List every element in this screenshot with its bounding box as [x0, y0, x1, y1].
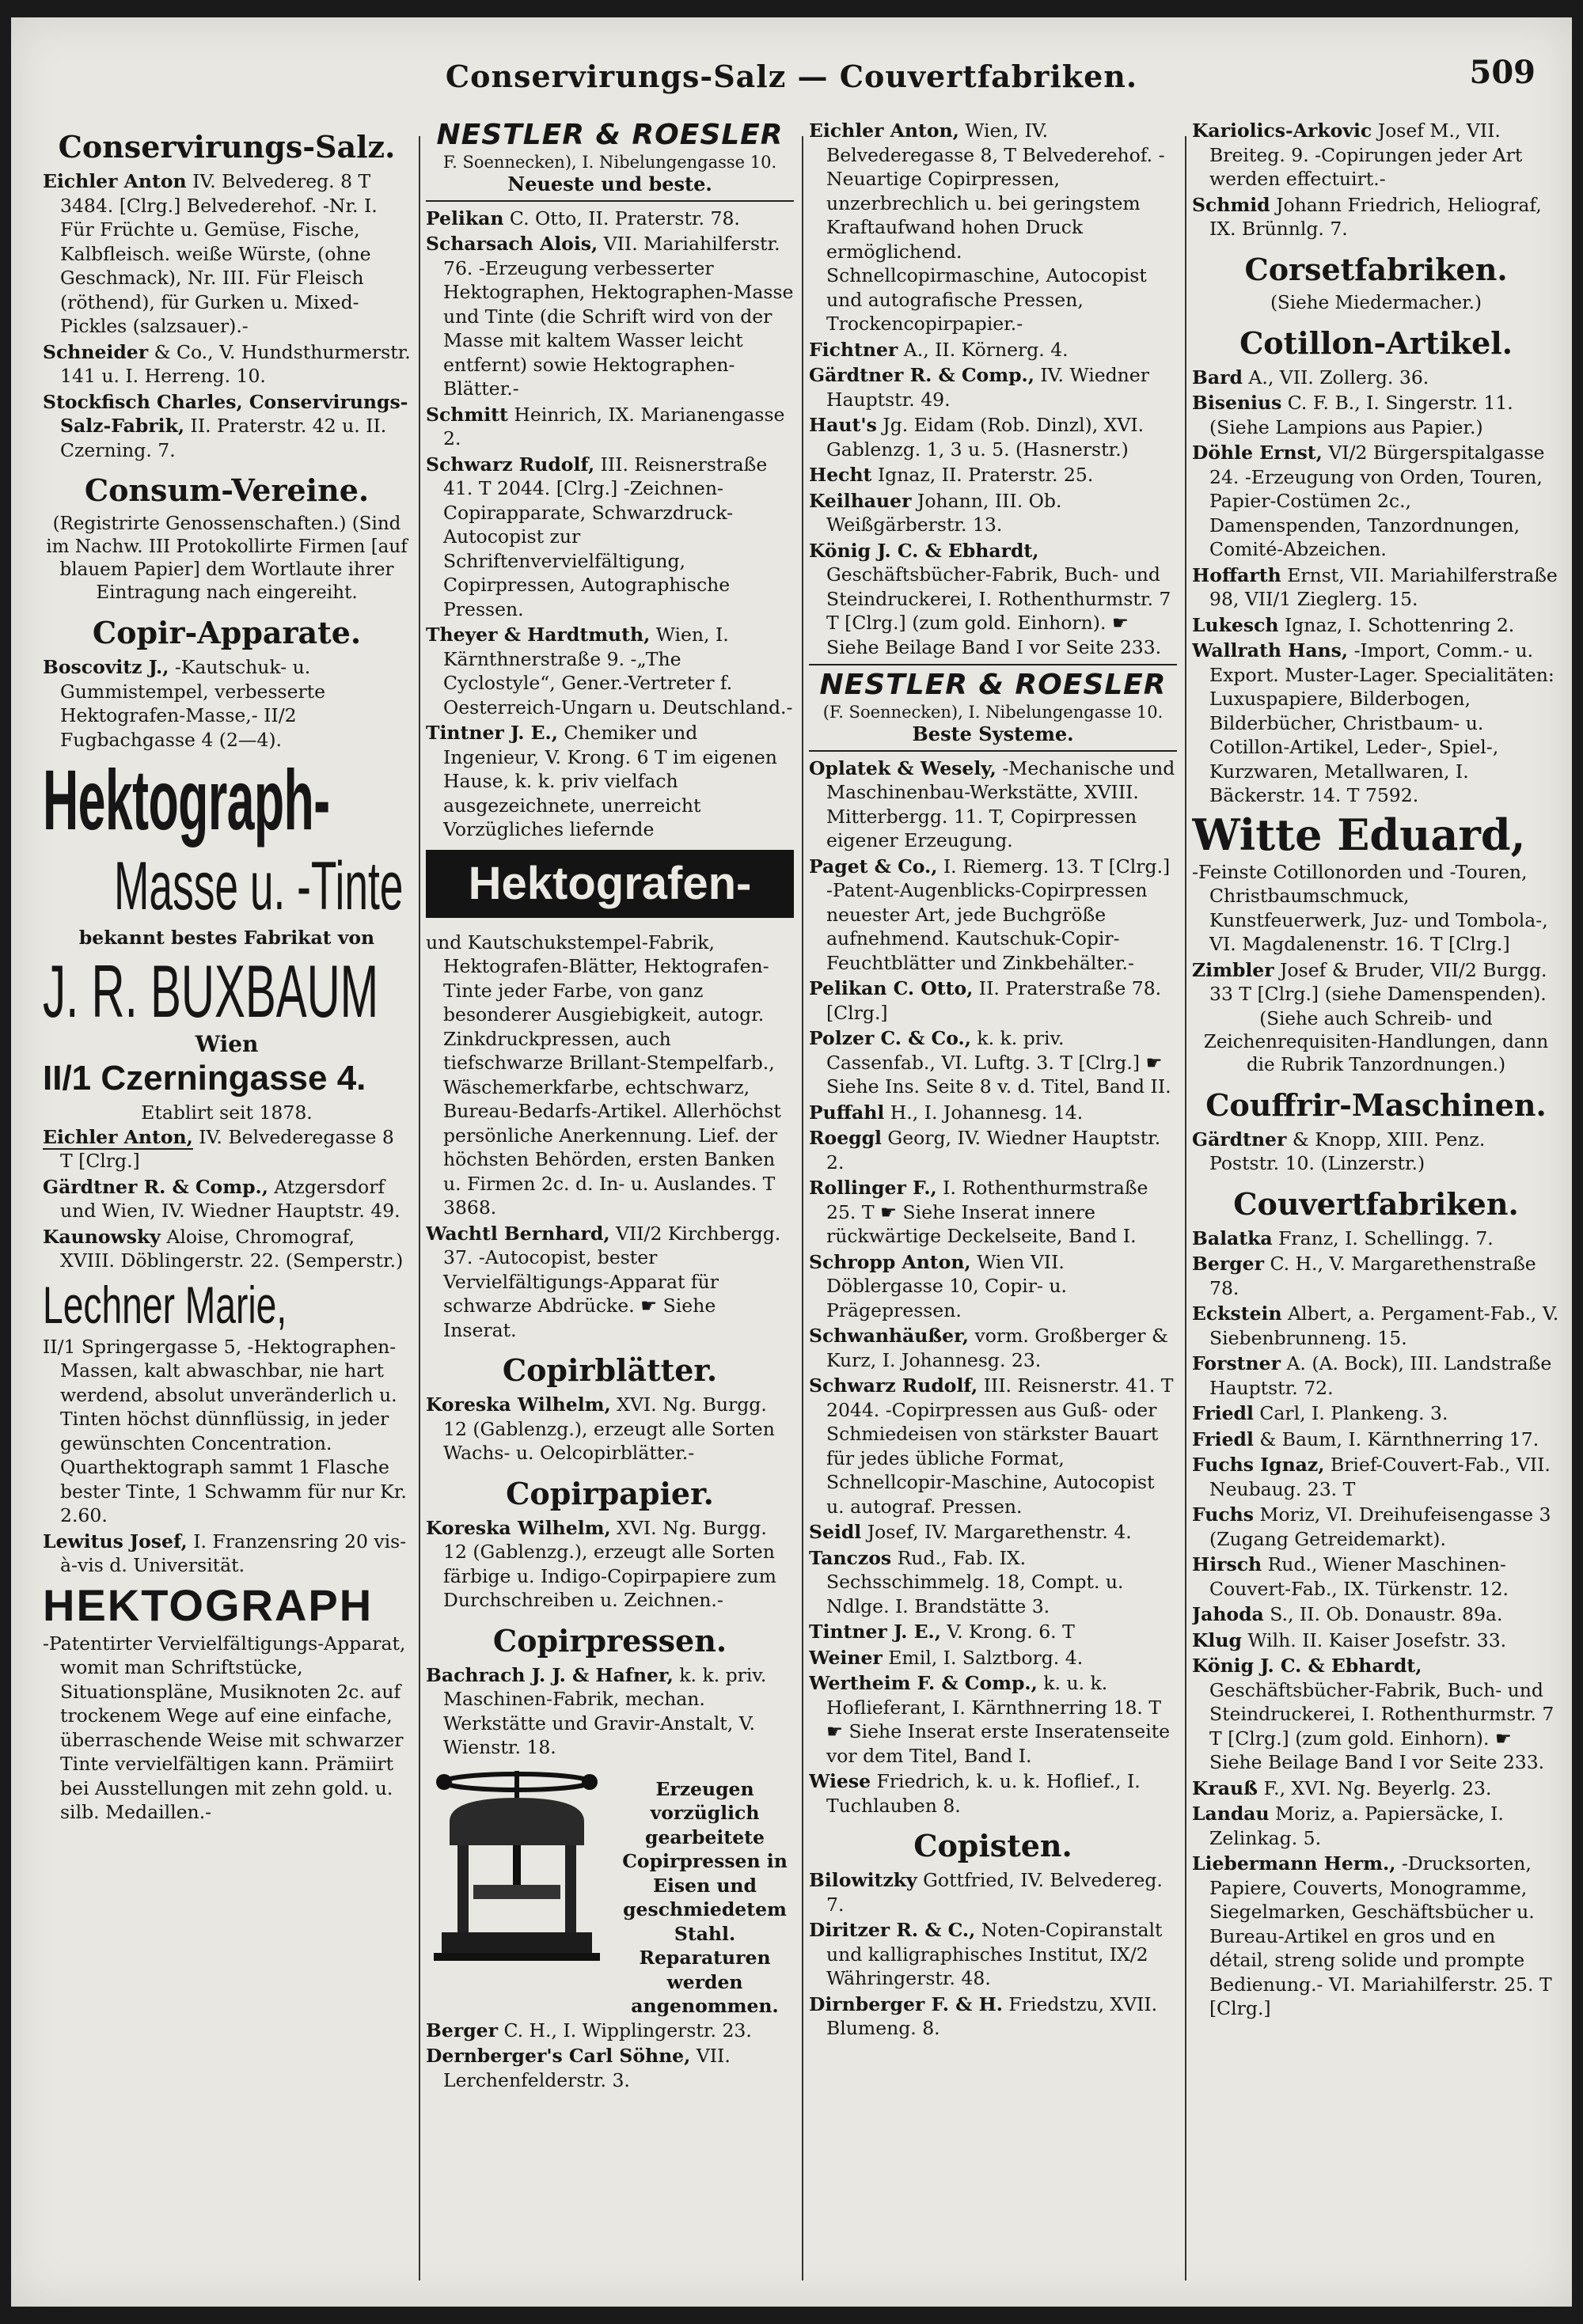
entry-name: Krauß: [1192, 1776, 1258, 1799]
entry-name: Eichler Anton: [43, 170, 187, 192]
entry-text: Wien, IV. Belvederegasse 8, T Belvederehof. -Neuartige Copirpressen, unzerbrechlich u. bei geringstem Kraftaufwand hohen Druck ermöglichend. Schnellcopirmaschine, Autocopist und autografische Pressen, Trockencopirpapier.-: [826, 119, 1165, 335]
entry-name: Lewitus Josef,: [43, 1530, 188, 1552]
entry-name: Kaunowsky: [43, 1225, 161, 1248]
entry: [1192, 1852, 1560, 2021]
entry: [809, 1176, 1177, 1249]
entry-name: Liebermann Herm.,: [1192, 1852, 1396, 1875]
entry: [809, 1374, 1177, 1518]
entry: [43, 169, 411, 339]
entry-text: Heinrich, IX. Marianengasse 2.: [443, 403, 785, 449]
entry-text: vorm. Großberger & Kurz, I. Johannesg. 23.: [826, 1325, 1168, 1371]
column-4: [1192, 119, 1560, 2271]
entry-name: Wallrath Hans,: [1192, 639, 1349, 662]
column-rule: [802, 136, 803, 2280]
entry-text: II. Praterstr. 42 u. II. Czerning. 7.: [60, 415, 387, 461]
ad-witte-headline: Witte Eduard,: [1192, 809, 1526, 860]
entry-text: Aloise, Chromograf, XVIII. Döblingerstr. 22. (Semperstr.): [60, 1225, 404, 1272]
entry: [1192, 1401, 1560, 1426]
entry: [43, 1125, 411, 1173]
entry-text: Friedrich, k. u. k. Hoflief., I. Tuchlauben 8.: [826, 1770, 1141, 1817]
entry: [809, 976, 1177, 1025]
entry-name: Oplatek & Wesely,: [809, 756, 996, 779]
entry-name: Boscovitz J.,: [43, 656, 169, 678]
ad-buxbaum-city: Wien: [195, 1030, 259, 1057]
entry: [1192, 1654, 1560, 1775]
entry: [43, 1175, 411, 1223]
entry: [809, 1250, 1177, 1323]
entry-name: Scharsach Alois,: [426, 233, 598, 255]
entry-name: König J. C. & Ebhardt,: [1192, 1655, 1422, 1677]
entry-text: Ignaz, II. Praterstr. 25.: [871, 464, 1094, 486]
column-2: [426, 119, 794, 2271]
entry-text: -Mechanische und Maschinenbau-Werkstätte, XVIII. Mitterbergg. 11. T, Copirpressen eigener Erzeugung.: [826, 756, 1175, 851]
entry-text: Emil, I. Salztborg. 4.: [882, 1646, 1084, 1669]
entry-text: Carl, I. Plankeng. 3.: [1253, 1402, 1448, 1424]
ad-nestler-title: NESTLER & ROESLER: [819, 669, 1167, 701]
entry: [1192, 1776, 1560, 1801]
entry-name: König J. C. & Ebhardt,: [809, 539, 1039, 562]
entry: [1192, 1602, 1560, 1627]
entry: [426, 1393, 794, 1465]
entry: [809, 1126, 1177, 1174]
entry-name: Friedl: [1192, 1427, 1254, 1450]
entry-text: Atzgersdorf und Wien, IV. Wiedner Hauptstr. 49.: [60, 1175, 400, 1222]
entry-text: -Import, Comm.- u. Export. Muster-Lager. Specialitäten: Luxuspapiere, Bilderbogen, Bilderbücher, Christbaum- u. Cotillon-Artikel, Leder-, Spiel-, Kurzwaren, Metallwaren, I. Bäckerstr. 14. T 7592.: [1209, 639, 1555, 806]
section-heading: Copirblätter.: [502, 1352, 718, 1388]
entry: [426, 623, 794, 719]
entry-text: I. Riemerg. 13. T [Clrg.] -Patent-Augenblicks-Copirpressen neuester Art, jede Buchgröße aufnehmend. Kautschuk-Copir-Feuchtblätter und Zinkbehälter.-: [826, 855, 1171, 974]
entry-name: Keilhauer: [809, 489, 912, 512]
entry-name: Koreska Wilhelm,: [426, 1393, 611, 1416]
section-heading: Cotillon-Artikel.: [1239, 324, 1513, 361]
entry-continued: und Kautschukstempel-Fabrik, Hektografen-Blätter, Hektografen-Tinte jeder Farbe, von ganz besonderer Ausgiebigkeit, autogr. Zinkdruckpressen, auch tiefschwarze Brillant-Stempelfarb., Wäschemerkfarbe, echtschwarz, Bureau-Bedarfs-Artikel. Allerhöchst persönliche Anerkennung. Lief. der höchsten Behörden, ersten Banken u. Firmen 2c. d. In- u. Auslandes. T 3868.: [426, 931, 781, 1219]
entry-text: Jg. Eidam (Rob. Dinzl), XVI. Gablenzg. 1, 3 u. 5. (Hasnerstr.): [826, 414, 1145, 461]
entry: [1192, 1503, 1560, 1551]
entry: [1192, 119, 1560, 191]
entry: [809, 489, 1177, 537]
column-rule: [1185, 136, 1186, 2280]
entry-name: Diritzer R. & C.,: [809, 1919, 976, 1941]
entry: [1192, 1552, 1560, 1601]
entry-name: Wachtl Bernhard,: [426, 1222, 610, 1245]
entry: [809, 756, 1177, 853]
entry: [43, 1530, 411, 1578]
section-heading: Copisten.: [913, 1828, 1072, 1863]
entry: [809, 1769, 1177, 1818]
entry-name: Schwanhäußer,: [809, 1325, 969, 1347]
ad-bachrach-text: Erzeugen vorzüglich gearbeitete Copirpressen in Eisen und geschmiedetem Stahl. Reparaturen werden angenommen.: [622, 1777, 788, 2017]
entry-name: Eckstein: [1192, 1302, 1282, 1325]
entry-name: Bachrach J. J. & Hafner,: [426, 1663, 674, 1686]
entry-name: Klug: [1192, 1628, 1242, 1651]
entry-text: Georg, IV. Wiedner Hauptstr. 2.: [826, 1127, 1161, 1173]
entry-name: Bisenius: [1192, 392, 1282, 414]
entry: [1192, 366, 1560, 390]
entry-text: Josef, IV. Margarethenstr. 4.: [861, 1521, 1132, 1543]
ad-lechner-text: II/1 Springergasse 5, -Hektographen-Massen, kalt abwaschbar, nie hart werdend, absolut unveränderlich u. Tinten höchst dünnflüssig, in jeder gewünschten Concentration. Quarthektograph sammt 1 Flasche bester Tinte, 1 Schwamm für nur Kr. 2.60.: [43, 1335, 407, 1526]
ad-tintner-banner: Hektografen-: [426, 850, 794, 918]
entry-name: Pelikan C. Otto,: [809, 977, 974, 999]
ad-buxbaum-line: bekannt bestes Fabrikat von: [78, 927, 375, 949]
entry-name: Landau: [1192, 1803, 1270, 1825]
ad-hektograph-headline: HEKTOGRAPH: [43, 1579, 374, 1630]
entry: [809, 463, 1177, 487]
entry-text: -Kautschuk- u. Gummistempel, verbesserte Hektografen-Masse,- II/2 Fugbachgasse 4 (2—4).: [60, 656, 326, 751]
entry-text: & Co., V. Hundsthurmerstr. 141 u. I. Herreng. 10.: [60, 340, 411, 387]
entry-text: C. Otto, II. Praterstr. 78.: [503, 207, 740, 229]
entry-name: Haut's: [809, 414, 877, 436]
ad-buxbaum-headline: Hektograph-: [43, 752, 330, 847]
running-head: Conservirungs-Salz — Couvertfabriken.: [445, 59, 1138, 94]
entry: [426, 721, 794, 842]
entry-text: Wien, I. Kärnthnerstraße 9. -„The Cyclostyle“, Gener.-Vertreter f. Oesterreich-Ungarn u. Deutschland.-: [443, 624, 793, 718]
section-note: (Siehe auch Schreib- und Zeichenrequisiten-Handlungen, dann die Rubrik Tanzordnungen.): [1203, 1008, 1549, 1075]
entry: [1192, 958, 1560, 1007]
entry-name: Weiner: [809, 1646, 883, 1669]
entry-text: Noten-Copiranstalt und kalligraphisches Institut, IX/2 Währingerstr. 48.: [826, 1919, 1163, 1989]
entry-text: IV. Wiedner Hauptstr. 49.: [826, 364, 1149, 411]
entry: [1192, 193, 1560, 241]
entry-text: Geschäftsbücher-Fabrik, Buch- und Steindruckerei, I. Rothenthurmstr. 7 T [Clrg.] (zum gold. Einhorn). ☛ Siehe Beilage Band I vor Seite 233.: [826, 563, 1171, 658]
entry-text: Franz, I. Schellingg. 7.: [1272, 1226, 1494, 1249]
ad-nestler-address: F. Soennecken), I. Nibelungengasse 10.: [442, 153, 777, 172]
entry-text: k. k. priv. Maschinen-Fabrik, mechan. Werkstätte und Gravir-Anstalt, V. Wienstr. 18.: [443, 1663, 767, 1758]
entry-name: Döhle Ernst,: [1192, 442, 1323, 464]
entry-text: Josef M., VII. Breiteg. 9. -Copirungen jeder Art werden effectuirt.-: [1209, 119, 1523, 190]
entry-name: Schmid: [1192, 193, 1270, 216]
ad-nestler-tagline: Neueste und beste.: [507, 172, 712, 195]
entry-text: S., II. Ob. Donaustr. 89a.: [1263, 1603, 1503, 1625]
entry-name: Fichtner: [809, 338, 898, 361]
entry-name: Paget & Co.,: [809, 855, 938, 878]
entry-text: III. Reisnerstr. 41. T 2044. -Copirpressen aus Guß- oder Schmiedeisen von stärkster Bauart für jedes übliche Format, Schnellcopir-Maschine, Autocopist u. autograf. Pressen.: [826, 1374, 1174, 1518]
column-1: [43, 119, 411, 2271]
entry: [809, 1918, 1177, 1991]
entry: [809, 539, 1177, 660]
entry: [1192, 1302, 1560, 1350]
section-heading: Copirpressen.: [492, 1622, 727, 1659]
ad-buxbaum-subheadline: Masse u. -Tinte: [114, 848, 404, 924]
entry-name: Roeggl: [809, 1127, 882, 1149]
column-3: [809, 119, 1177, 2271]
entry: [426, 453, 794, 622]
entry: [809, 413, 1177, 461]
entry-text: Johann Friedrich, Heliograf, IX. Brünnlg. 7.: [1209, 193, 1542, 240]
ad-bachrach: [426, 1761, 794, 2019]
entry-name: Schwarz Rudolf,: [426, 453, 595, 476]
entry-text: H., I. Johannesg. 14.: [884, 1101, 1084, 1124]
entry-name: Pelikan: [426, 207, 504, 229]
entry: [43, 340, 411, 389]
ad-nestler-roesler: [426, 119, 794, 202]
entry-name: Schneider: [43, 340, 149, 363]
entry-text: VI/2 Bürgerspitalgasse 24. -Erzeugung von Orden, Touren, Papier-Costümen 2c., Damenspenden, Tanzordnungen, Comité-Abzeichen.: [1209, 442, 1545, 560]
entry: [809, 1646, 1177, 1670]
entry-text: I. Rothenthurmstraße 25. T ☛ Siehe Inserat innere rückwärtige Deckelseite, Band I.: [826, 1177, 1148, 1247]
ad-nestler-roesler: [809, 664, 1177, 752]
entry: [1192, 563, 1560, 612]
ad-nestler-address: (F. Soennecken), I. Nibelungengasse 10.: [822, 703, 1164, 722]
entry-name: Wertheim F. & Comp.,: [809, 1672, 1038, 1694]
entry: [809, 855, 1177, 976]
entry-name: Tintner J. E.,: [809, 1621, 941, 1643]
entry-name: Fuchs Ignaz,: [1192, 1454, 1325, 1476]
entry: [426, 1663, 794, 1760]
entry-text: A., VII. Zollerg. 36.: [1242, 366, 1429, 389]
entry-text: Chemiker und Ingenieur, V. Krong. 6 T im eigenen Hause, k. k. priv vielfach ausgezeichnete, unerreicht Vorzügliches liefernde: [443, 722, 777, 840]
entry: [426, 403, 794, 451]
entry-name: Bilowitzky: [809, 1869, 917, 1891]
section-note: (Siehe Miedermacher.): [1270, 292, 1482, 313]
entry-name: Tanczos: [809, 1546, 892, 1569]
entry-name: Wiese: [809, 1770, 871, 1792]
entry-name: Eichler Anton,: [809, 119, 959, 142]
entry: [809, 338, 1177, 362]
entry-text: Brief-Couvert-Fab., VII. Neubaug. 23. T: [1209, 1454, 1551, 1500]
entry-name: Lukesch: [1192, 613, 1279, 636]
ad-lechner-headline: Lechner Marie,: [43, 1275, 287, 1334]
entry: [426, 1516, 794, 1613]
section-note: (Registrirte Genossenschaften.) (Sind im Nachw. III Protokollirte Firmen [auf blauem Papier] dem Wortlaute ihrer Eintragung nach eingereiht.: [46, 514, 408, 603]
entry: [1192, 1352, 1560, 1400]
entry: [809, 1992, 1177, 2041]
entry-text: F., XVI. Ng. Beyerlg. 23.: [1257, 1776, 1492, 1799]
entry: [1192, 441, 1560, 562]
entry: [809, 1546, 1177, 1619]
entry-text: VII. Lerchenfelderstr. 3.: [443, 2045, 731, 2091]
entry-text: k. u. k. Hoflieferant, I. Kärnthnerring 18. T ☛ Siehe Inserat erste Inseratenseite vor dem Titel, Band I.: [826, 1672, 1171, 1767]
entry: [426, 207, 794, 231]
entry-text: Moriz, VI. Dreihufeisengasse 3 (Zugang Getreidemarkt).: [1209, 1503, 1551, 1550]
entry-name: Berger: [426, 2019, 498, 2042]
entry: [1192, 1427, 1560, 1452]
entry-text: -Feinste Cotillonorden und -Touren, Christbaumschmuck, Kunstfeuerwerk, Juz- und Tombola-, VI. Magdalenenstr. 16. T [Clrg.]: [1192, 860, 1548, 955]
directory-page: [11, 17, 1572, 2307]
entry-name: Hirsch: [1192, 1553, 1262, 1575]
entry-name: Friedl: [1192, 1402, 1254, 1424]
entry-text: Friedstzu, XVII. Blumeng. 8.: [826, 1992, 1158, 2039]
entry-name: Theyer & Hardtmuth,: [426, 624, 651, 646]
entry-text: Rud., Wiener Maschinen-Couvert-Fab., IX. Türkenstr. 12.: [1209, 1553, 1509, 1600]
entry: [1192, 1453, 1560, 1501]
entry-name: Balatka: [1192, 1226, 1273, 1249]
entry-text: -Drucksorten, Papiere, Couverts, Monogramme, Siegelmarken, Geschäftsbücher u. Bureau-Artikel en gros und en détail, streng solide und prompte Bedienung.- VI. Mariahilferstr. 25. T [Clrg.]: [1209, 1852, 1552, 2019]
entry-text: & Baum, I. Kärnthnerring 17.: [1253, 1427, 1539, 1450]
entry: [1192, 391, 1560, 439]
entry: [809, 1520, 1177, 1545]
entry-name: Jahoda: [1192, 1603, 1264, 1625]
entry-text: VII. Mariahilferstr. 76. -Erzeugung verbesserter Hektographen, Hektographen-Masse und Tinte (die Schrift wird von der Masse mit kaltem Wasser leicht entfernt) sowie Hektographen-Blätter.-: [443, 233, 794, 400]
entry: [1192, 639, 1560, 808]
entry: [809, 1101, 1177, 1125]
entry: [809, 1671, 1177, 1768]
entry-name: Forstner: [1192, 1352, 1281, 1374]
page-number: 509: [1469, 54, 1536, 91]
section-heading: Corsetfabriken.: [1244, 251, 1508, 287]
entry-name: Polzer C. & Co.,: [809, 1027, 971, 1049]
entry: [1192, 1252, 1560, 1300]
entry-text: A., II. Körnerg. 4.: [898, 338, 1069, 361]
entry-text: Wilh. II. Kaiser Josefstr. 33.: [1241, 1628, 1507, 1651]
entry: [43, 655, 411, 752]
entry-text: C. H., V. Margarethenstraße 78.: [1209, 1253, 1536, 1299]
ad-nestler-title: NESTLER & ROESLER: [436, 119, 784, 151]
entry-text: IV. Belvedereg. 8 T 3484. [Clrg.] Belvederehof. -Nr. I. Für Früchte u. Gemüse, Fische, Kalbfleisch. weiße Würste, (ohne Geschmack), Nr. III. Für Fleisch (röthend), für Gurken u. Mixed-Pickles (salzsauer).-: [60, 170, 378, 337]
entry: [809, 1868, 1177, 1916]
entry: [1192, 1226, 1560, 1251]
entry: [1192, 1128, 1560, 1176]
ad-buxbaum-address: II/1 Czerningasse 4.: [43, 1059, 366, 1098]
entry: [809, 1026, 1177, 1099]
entry-name: Zimbler: [1192, 958, 1274, 981]
entry-text: I. Franzensring 20 vis-à-vis d. Universität.: [60, 1530, 407, 1576]
entry: [1192, 1628, 1560, 1653]
entry-text: XVI. Ng. Burgg. 12 (Gablenzg.), erzeugt alle Sorten Wachs- u. Oelcopirblätter.-: [443, 1393, 775, 1464]
entry-text: Josef & Bruder, VII/2 Burgg. 33 T [Clrg.] (siehe Damenspenden).: [1209, 958, 1547, 1005]
entry-name: Schwarz Rudolf,: [809, 1374, 978, 1397]
entry-text: Geschäftsbücher-Fabrik, Buch- und Steindruckerei, I. Rothenthurmstr. 7 T [Clrg.] (zum gold. Einhorn). ☛ Siehe Beilage Band I vor Seite 233.: [1209, 1678, 1555, 1773]
entry-name: Hecht: [809, 464, 872, 486]
entry-name: Gärdtner R. & Comp.,: [43, 1175, 268, 1198]
copy-press-illustration-icon: [426, 1766, 608, 1964]
entry: [426, 2019, 794, 2043]
entry: [426, 1222, 794, 1343]
entry-name: Bard: [1192, 366, 1243, 389]
ad-buxbaum-company: J. R. BUXBAUM: [43, 949, 379, 1033]
entry: [1192, 613, 1560, 638]
entry-name: Koreska Wilhelm,: [426, 1516, 611, 1539]
entry-text: C. H., I. Wipplingerstr. 23.: [497, 2019, 752, 2042]
entry: [426, 2044, 794, 2092]
entry-text: Wien VII. Döblergasse 10, Copir- u. Prägepressen.: [826, 1250, 1068, 1321]
entry-name: Tintner J. E.,: [426, 722, 558, 744]
entry-name: Rollinger F.,: [809, 1177, 937, 1199]
entry-text: Moriz, a. Papiersäcke, I. Zelinkag. 5.: [1209, 1803, 1504, 1849]
entry-text: IV. Belvederegasse 8 T [Clrg.]: [60, 1125, 394, 1172]
column-rule: [419, 136, 420, 2280]
entry-name: Kariolics-Arkovic: [1192, 119, 1372, 142]
entry-name: Gärdtner: [1192, 1128, 1287, 1151]
entry-name: Dernberger's Carl Söhne,: [426, 2045, 691, 2067]
entry-text: k. k. priv. Cassenfab., VI. Luftg. 3. T [Clrg.] ☛ Siehe Ins. Seite 8 v. d. Titel, Band II.: [826, 1027, 1171, 1098]
entry-name: Puffahl: [809, 1101, 885, 1124]
entry-name: Hoffarth: [1192, 563, 1281, 586]
entry: [809, 1620, 1177, 1644]
entry-text: Johann, III. Ob. Weißgärberstr. 13.: [826, 489, 1062, 536]
ad-nestler-tagline: Beste Systeme.: [912, 722, 1074, 745]
entry-name: Schmitt: [426, 403, 508, 426]
section-heading: Couffrir-Maschinen.: [1205, 1086, 1547, 1123]
entry-text: Albert, a. Pergament-Fab., V. Siebenbrunneng. 15.: [1209, 1302, 1559, 1349]
entry-text: Rud., Fab. IX. Sechsschimmelg. 18, Compt. u. Ndlge. I. Brandstätte 3.: [826, 1546, 1124, 1617]
entry-text: Ernst, VII. Mariahilferstraße 98, VII/1 Zieglerg. 15.: [1209, 563, 1558, 610]
section-heading: Copir-Apparate.: [92, 615, 362, 650]
entry-name: Seidl: [809, 1521, 862, 1543]
entry-text: II. Praterstraße 78. [Clrg.]: [826, 977, 1162, 1024]
section-heading: Couvertfabriken.: [1233, 1185, 1519, 1222]
entry: [1192, 1802, 1560, 1850]
entry: [43, 390, 411, 463]
entry-text: A. (A. Bock), III. Landstraße Hauptstr. 72.: [1209, 1352, 1552, 1399]
entry: [43, 1225, 411, 1273]
entry-name: Stockfisch Charles, Conservirungs-Salz-Fabrik,: [43, 390, 408, 437]
entry-text: & Knopp, XIII. Penz. Poststr. 10. (Linzerstr.): [1209, 1128, 1486, 1174]
entry-name: Schropp Anton,: [809, 1250, 971, 1273]
section-heading: Conservirungs-Salz.: [58, 129, 396, 165]
section-heading: Consum-Vereine.: [84, 472, 370, 508]
entry-name: Fuchs: [1192, 1503, 1254, 1526]
ad-hektograph-text: -Patentirter Vervielfältigungs-Apparat, womit man Schriftstücke, Situationspläne, Musiknoten 2c. auf trockenem Wege auf eine einfache, überraschende Weise mit schwarzer Tinte vervielfältigen kann. Prämiirt bei Ausstellungen mit zehn gold. u. silb. Medaillen.-: [43, 1632, 406, 1823]
entry: [426, 232, 794, 401]
entry-text: III. Reisnerstraße 41. T 2044. [Clrg.] -Zeichnen-Copirapparate, Schwarzdruck-Autocopist zur Schriftenvervielfältigung, Copirpressen, Autographische Pressen.: [443, 453, 768, 620]
entry: [809, 363, 1177, 411]
section-heading: Copirpapier.: [506, 1475, 714, 1511]
entry: [809, 119, 1177, 336]
entry-text: VII/2 Kirchbergg. 37. -Autocopist, bester Vervielfältigungs-Apparat für schwarze Abdrücke. ☛ Siehe Inserat.: [443, 1222, 781, 1341]
entry-name: Dirnberger F. & H.: [809, 1992, 1003, 2015]
entry-text: V. Krong. 6. T: [940, 1621, 1075, 1643]
entry-name: Gärdtner R. & Comp.,: [809, 364, 1034, 386]
entry-text: Ignaz, I. Schottenring 2.: [1278, 613, 1515, 636]
entry-text: XVI. Ng. Burgg. 12 (Gablenzg.), erzeugt alle Sorten färbige u. Indigo-Copirpapiere zum Durchschreiben u. Zeichnen.-: [443, 1516, 776, 1611]
entry: [809, 1324, 1177, 1372]
entry-text: C. F. B., I. Singerstr. 11. (Siehe Lampions aus Papier.): [1209, 392, 1513, 438]
ad-buxbaum-since: Etablirt seit 1878.: [141, 1101, 313, 1124]
entry-text: Gottfried, IV. Belvedereg. 7.: [826, 1869, 1163, 1916]
entry-name: Berger: [1192, 1253, 1264, 1275]
entry-name: Eichler Anton,: [43, 1125, 193, 1148]
